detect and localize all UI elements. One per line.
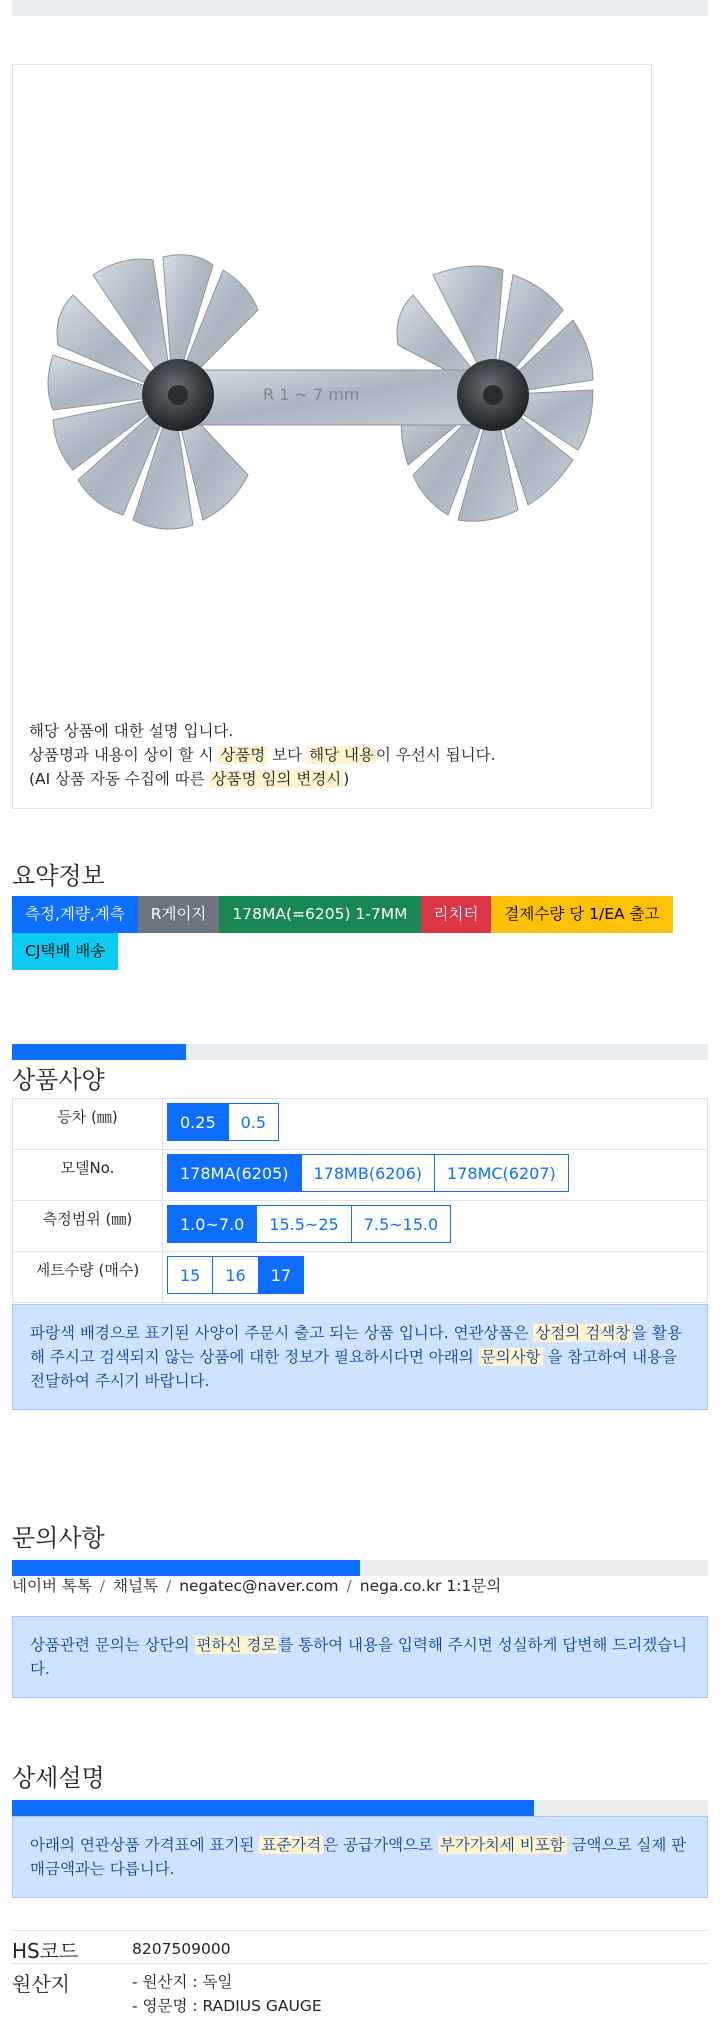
spec-option-button[interactable]: 7.5~15.0: [351, 1205, 451, 1243]
detail-notice-text: 표준가격: [261, 1836, 322, 1854]
info-value: [132, 1970, 322, 2018]
detail-notice-text: 금액으로 실제 판매금액과는 다릅니다.: [30, 1836, 687, 1878]
summary-badges: [12, 896, 708, 970]
info-row: [12, 1963, 708, 2015]
spec-option-button[interactable]: 0.25: [167, 1103, 229, 1141]
inquiry-notice: [12, 1616, 708, 1698]
description-line: [29, 743, 639, 767]
spec-option-button[interactable]: 178MB(6206): [301, 1154, 436, 1192]
detail-progress-fill: [12, 1800, 534, 1816]
product-card: [12, 64, 652, 809]
spec-option-button[interactable]: 178MA(6205): [167, 1154, 302, 1192]
description-text: 상품명 임의 변경시: [211, 770, 342, 788]
summary-title: 요약정보: [12, 862, 105, 890]
spec-options: [163, 1150, 708, 1201]
info-key: HS코드: [12, 1939, 79, 1963]
spec-row: [13, 1150, 708, 1201]
info-value-line: - 원산지 : 독일: [132, 1973, 233, 1991]
spec-label: 측정범위 (㎜): [13, 1201, 163, 1252]
inquiry-title: 문의사항: [12, 1524, 105, 1552]
spec-row: [13, 1252, 708, 1303]
description-text: (AI 상품 자동 수집에 따른: [29, 770, 210, 788]
detail-notice-text: 부가가치세 비포함: [439, 1836, 565, 1854]
detail-notice-text: 은 공급가액으로: [323, 1836, 438, 1854]
description-line: [29, 719, 639, 743]
spec-options: [163, 1201, 708, 1252]
summary-badge: 결제수량 당 1/EA 출고: [491, 896, 672, 933]
contact-separator: /: [165, 1577, 172, 1595]
contact-separator: /: [346, 1577, 352, 1595]
spec-table: [12, 1098, 708, 1303]
summary-badge: CJ택배 배송: [12, 933, 118, 970]
info-value-line: - 영문명 : RADIUS GAUGE: [132, 1997, 322, 2015]
description-text: ): [343, 770, 350, 788]
spec-option-button[interactable]: 15: [167, 1256, 213, 1294]
spec-notice-text: 을 활용해 주시고 검색되지 않는 상품에 대한 정보가 필요하시다면 아래의: [30, 1324, 683, 1366]
spec-option-button[interactable]: 17: [258, 1256, 304, 1294]
contact-link[interactable]: negatec@naver.com: [179, 1577, 339, 1595]
spec-option-button[interactable]: 178MC(6207): [434, 1154, 569, 1192]
info-row: [12, 1930, 708, 1963]
description-text: 보다: [267, 746, 308, 764]
contact-link[interactable]: 네이버 톡톡: [12, 1577, 92, 1595]
summary-badge: 178MA(=6205) 1-7MM: [219, 896, 420, 933]
spec-option-button[interactable]: 0.5: [228, 1103, 279, 1141]
detail-progress: [12, 1800, 708, 1816]
contact-separator: /: [99, 1577, 106, 1595]
description-text: 상품명과 내용이 상이 할 시: [29, 746, 219, 764]
spec-option-button[interactable]: 15.5~25: [256, 1205, 351, 1243]
inquiry-notice-text: 를 통하여 내용을 입력해 주시면 성실하게 답변해 드리겠습니다.: [30, 1636, 688, 1678]
summary-badge: 측정,계량,계측: [12, 896, 138, 933]
product-description: [29, 719, 639, 791]
info-key: 원산지: [12, 1972, 70, 1996]
spec-title: 상품사양: [12, 1066, 105, 1094]
spec-options: [163, 1099, 708, 1150]
spec-notice-text: 파랑색 배경으로 표기된 사양이 주문시 출고 되는 상품 입니다. 연관상품은: [30, 1324, 534, 1342]
inquiry-notice-text: 상품관련 문의는 상단의: [30, 1636, 195, 1654]
spec-row: [13, 1099, 708, 1150]
summary-badge: 리치터: [421, 896, 492, 933]
spec-notice-text: 문의사항: [480, 1348, 541, 1366]
spec-label: 모델No.: [13, 1150, 163, 1201]
contact-link[interactable]: 채널톡: [113, 1577, 158, 1595]
spec-option-button[interactable]: 1.0~7.0: [167, 1205, 257, 1243]
detail-title: 상세설명: [12, 1764, 105, 1792]
spec-notice: [12, 1304, 708, 1410]
description-text: 이 우선시 됩니다.: [375, 746, 496, 764]
summary-badge: R게이지: [138, 896, 220, 933]
spec-progress-fill: [12, 1044, 186, 1060]
spec-progress: [12, 1044, 708, 1060]
radius-gauge-image: [33, 235, 633, 635]
detail-notice: [12, 1816, 708, 1898]
svg-text:R 1 ~ 7 mm: R 1 ~ 7 mm: [263, 385, 360, 404]
info-value-line: 8207509000: [132, 1940, 231, 1958]
inquiry-notice-text: 편하신 경로: [196, 1636, 277, 1654]
spec-options: [163, 1252, 708, 1303]
detail-notice-text: 아래의 연관상품 가격표에 표기된: [30, 1836, 260, 1854]
spec-option-button[interactable]: 16: [212, 1256, 258, 1294]
description-line: [29, 767, 639, 791]
description-text: 해당 상품에 대한 설명 입니다.: [29, 722, 234, 740]
description-text: 해당 내용: [309, 746, 374, 764]
contact-links: [12, 1574, 501, 1596]
top-bar: [12, 0, 708, 16]
spec-notice-text: 상점의 검색창: [535, 1324, 631, 1342]
info-value: [132, 1937, 231, 1961]
spec-row: [13, 1201, 708, 1252]
description-text: 상품명: [220, 746, 266, 764]
contact-link[interactable]: nega.co.kr 1:1문의: [359, 1577, 502, 1595]
spec-notice-text: 을 참고하여 내용을 전달하여 주시기 바랍니다.: [30, 1348, 678, 1390]
spec-label: 세트수량 (매수): [13, 1252, 163, 1303]
spec-label: 등차 (㎜): [13, 1099, 163, 1150]
